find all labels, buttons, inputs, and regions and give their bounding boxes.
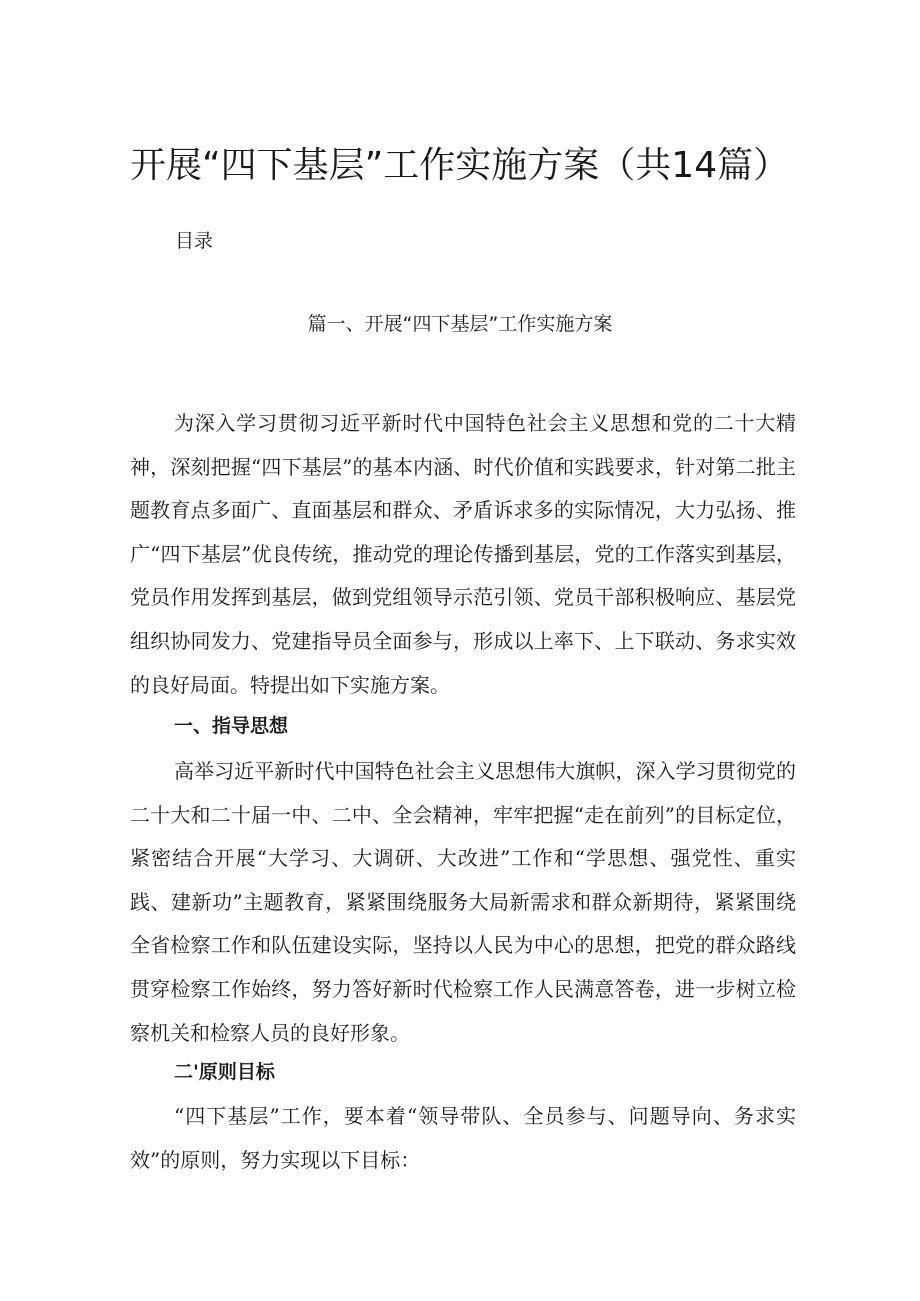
intro-paragraph: 为深入学习贯彻习近平新时代中国特色社会主义思想和党的二十大精神，深刻把握“四下基层”的基本内涵、时代价值和实践要求，针对第二批主题教育点多面广、直面基层和群众、矛盾诉求多的实际情况，大力弘扬、推广“四下基层”优良传统，推动党的理论传播到基层，党的工作落实到基层，党员作用发挥到基层，做到党组领导示范引领、党员干部积极响应、基层党组织协同发力、党建指导员全面参与，形成以上率下、上下联动、务求实效的良好局面。特提出如下实施方案。 (130, 411, 796, 697)
table-of-contents-label: 目录 (175, 230, 214, 252)
document-title: 开展“四下基层”工作实施方案（共14篇） (130, 145, 790, 186)
section-heading-principles-goals: 二'原则目标 (174, 1061, 275, 1083)
chapter-title: 篇一、开展“四下基层”工作实施方案 (307, 313, 613, 335)
section-paragraph-principles-goals: “四下基层”工作，要本着“领导带队、全员参与、问题导向、务求实效”的原则，努力实现以下目标： (130, 1104, 796, 1172)
section-paragraph-guiding-ideology: 高举习近平新时代中国特色社会主义思想伟大旗帜，深入学习贯彻党的二十大和二十届一中、二中、全会精神，牢牢把握“走在前列”的目标定位，紧密结合开展“大学习、大调研、大改进”工作和“学思想、强党性、重实践、建新功”主题教育，紧紧围绕服务大局新需求和群众新期待，紧紧围绕全省检察工作和队伍建设实际，坚持以人民为中心的思想，把党的群众路线贯穿检察工作始终，努力答好新时代检察工作人民满意答卷，进一步树立检察机关和检察人员的良好形象。 (130, 759, 796, 1045)
section-heading-guiding-ideology: 一、指导思想 (174, 715, 289, 737)
